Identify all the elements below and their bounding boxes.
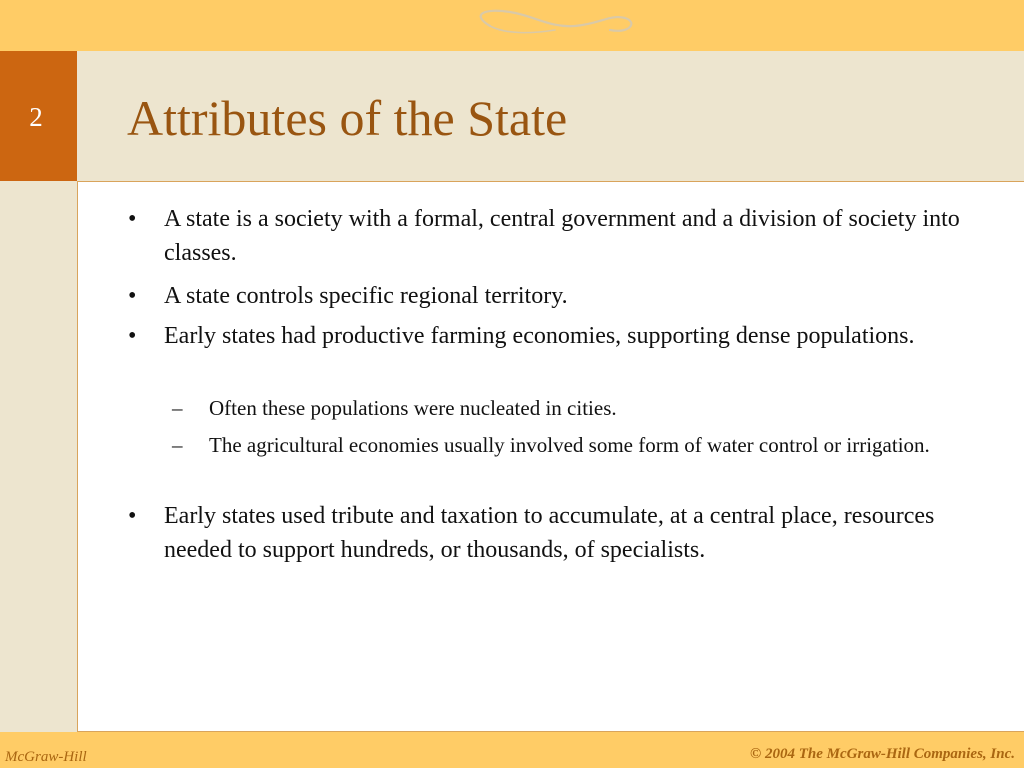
sub-bullet-item-2 [172,430,969,461]
bullet-text: Often these populations were nucleated in cities. [209,396,617,420]
bullet-text: A state controls specific regional territory. [164,283,568,309]
bullet-marker: • [128,206,137,232]
dash-marker: – [172,396,183,420]
bullet-text: A state is a society with a formal, central government and a division of society into classes. [164,206,960,266]
bullet-marker: • [128,283,137,309]
left-margin-strip [0,181,77,732]
bullet-marker: • [128,503,137,529]
bullet-item-2 [128,279,979,313]
footer-copyright: © 2004 The McGraw-Hill Companies, Inc. [750,746,1015,762]
bullet-text: Early states had productive farming economies, supporting dense populations. [164,323,915,349]
bullet-item-1 [128,202,979,270]
left-margin-divider [77,181,78,732]
bullet-text: The agricultural economies usually involved some form of water control or irrigation. [209,433,930,457]
bullet-item-3 [128,319,979,353]
top-banner [0,0,1024,51]
slide-number: 2 [29,102,43,132]
title-divider [77,181,1024,182]
bullet-marker: • [128,323,137,349]
sub-bullet-item-1 [172,393,969,424]
slide-title: Attributes of the State [127,90,568,146]
dash-marker: – [172,433,183,457]
swirl-ornament-icon [460,4,640,44]
bullet-text: Early states used tribute and taxation to accumulate, at a central place, resources needed to support hundreds, or thousands, of specialists. [164,503,935,563]
footer-publisher: McGraw-Hill [5,749,87,765]
bullet-item-4 [128,499,979,567]
